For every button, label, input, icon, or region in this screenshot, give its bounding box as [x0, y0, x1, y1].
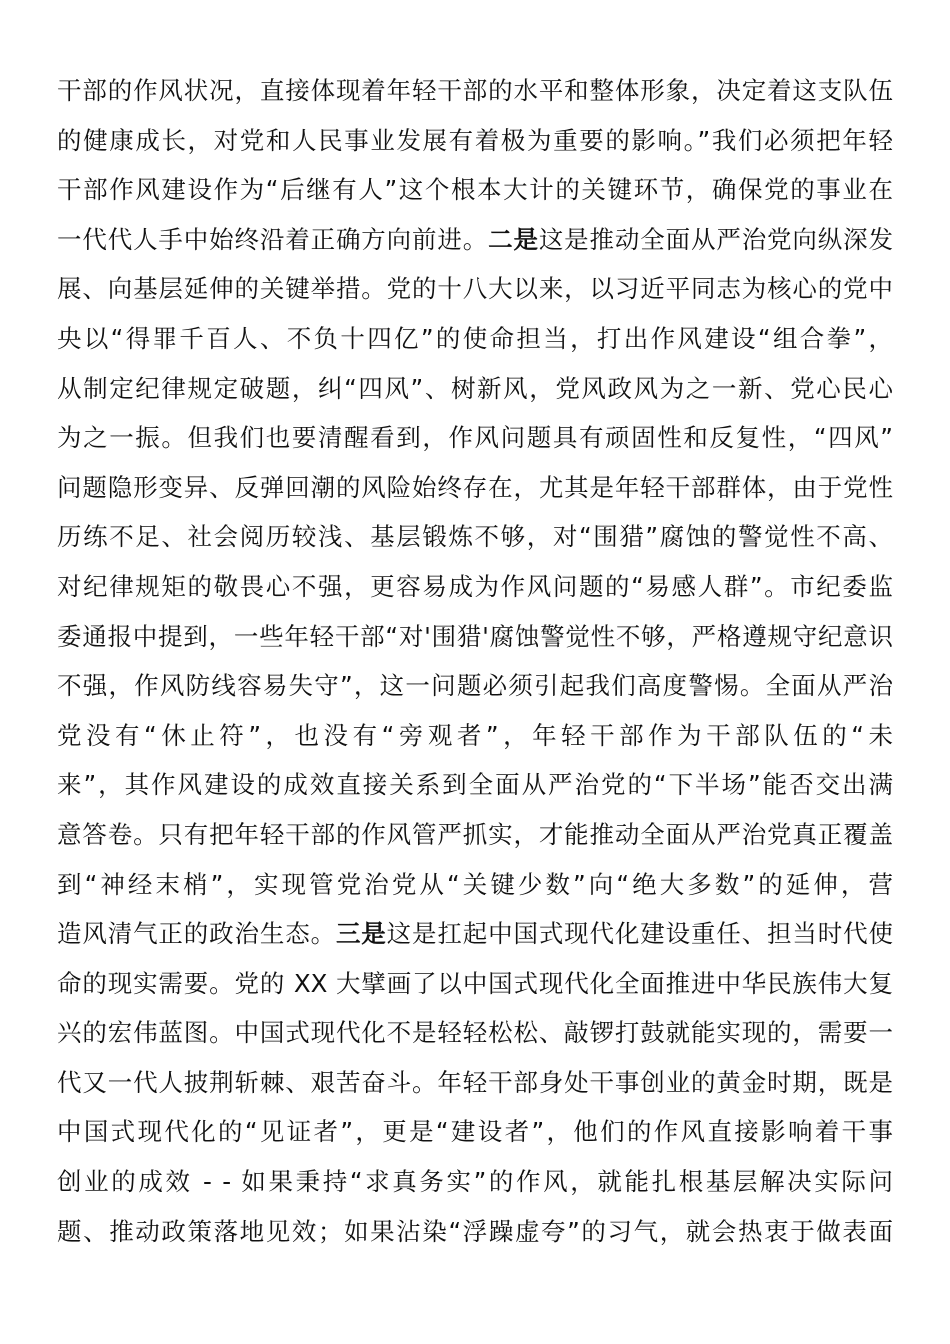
point-marker-three: 三是 — [335, 919, 387, 949]
text-line — [57, 909, 893, 959]
text-line: 委通报中提到，一些年轻干部“对'围猎'腐蚀警觉性不够，严格遵规守纪意识 — [57, 621, 893, 651]
text-line: 来”，其作风建设的成效直接关系到全面从严治党的“下半场”能否交出满 — [57, 770, 893, 800]
text-line: 从制定纪律规定破题，纠“四风”、树新风，党风政风为之一新、党心民心 — [57, 373, 893, 403]
text-line: 命的现实需要。党的 XX 大擘画了以中国式现代化全面推进中华民族伟大复 — [57, 968, 893, 998]
text-segment: 这是扛起中国式现代化建设重任、担当时代使 — [386, 919, 893, 949]
document-page — [57, 66, 893, 1256]
point-marker-two: 二是 — [488, 224, 539, 254]
text-line: 代又一代人披荆斩棘、艰苦奋斗。年轻干部身处干事创业的黄金时期，既是 — [57, 1067, 893, 1097]
text-line: 意答卷。只有把年轻干部的作风管严抓实，才能推动全面从严治党真正覆盖 — [57, 819, 893, 849]
text-line: 创业的成效 - - 如果秉持“求真务实”的作风，就能扎根基层解决实际问 — [57, 1167, 893, 1197]
text-line: 为之一振。但我们也要清醒看到，作风问题具有顽固性和反复性，“四风” — [57, 423, 893, 453]
text-line — [57, 215, 893, 265]
text-line: 历练不足、社会阅历较浅、基层锻炼不够，对“围猎”腐蚀的警觉性不高、 — [57, 522, 893, 552]
text-line: 干部作风建设作为“后继有人”这个根本大计的关键环节，确保党的事业在 — [57, 175, 893, 205]
text-line: 题、推动政策落地见效；如果沾染“浮躁虚夸”的习气，就会热衷于做表面 — [57, 1216, 893, 1246]
text-line: 党没有“休止符”，也没有“旁观者”，年轻干部作为干部队伍的“未 — [57, 720, 893, 750]
text-line: 展、向基层延伸的关键举措。党的十八大以来，以习近平同志为核心的党中 — [57, 274, 893, 304]
text-line: 的健康成长，对党和人民事业发展有着极为重要的影响。”我们必须把年轻 — [57, 125, 893, 155]
text-line: 央以“得罪千百人、不负十四亿”的使命担当，打出作风建设“组合拳”， — [57, 323, 893, 353]
text-line: 中国式现代化的“见证者”，更是“建设者”，他们的作风直接影响着干事 — [57, 1117, 893, 1147]
text-line: 问题隐形变异、反弹回潮的风险始终存在，尤其是年轻干部群体，由于党性 — [57, 472, 893, 502]
text-line: 到“神经末梢”，实现管党治党从“关键少数”向“绝大多数”的延伸，营 — [57, 869, 893, 899]
text-segment: 这是推动全面从严治党向纵深发 — [538, 224, 893, 254]
text-line: 干部的作风状况，直接体现着年轻干部的水平和整体形象，决定着这支队伍 — [57, 76, 893, 105]
text-line: 兴的宏伟蓝图。中国式现代化不是轻轻松松、敲锣打鼓就能实现的，需要一 — [57, 1018, 893, 1048]
text-line: 不强，作风防线容易失守”，这一问题必须引起我们高度警惕。全面从严治 — [57, 671, 893, 701]
text-line: 对纪律规矩的敬畏心不强，更容易成为作风问题的“易感人群”。市纪委监 — [57, 571, 893, 601]
text-segment: 造风清气正的政治生态。 — [57, 919, 336, 949]
text-segment: 一代代人手中始终沿着正确方向前进。 — [57, 224, 489, 254]
